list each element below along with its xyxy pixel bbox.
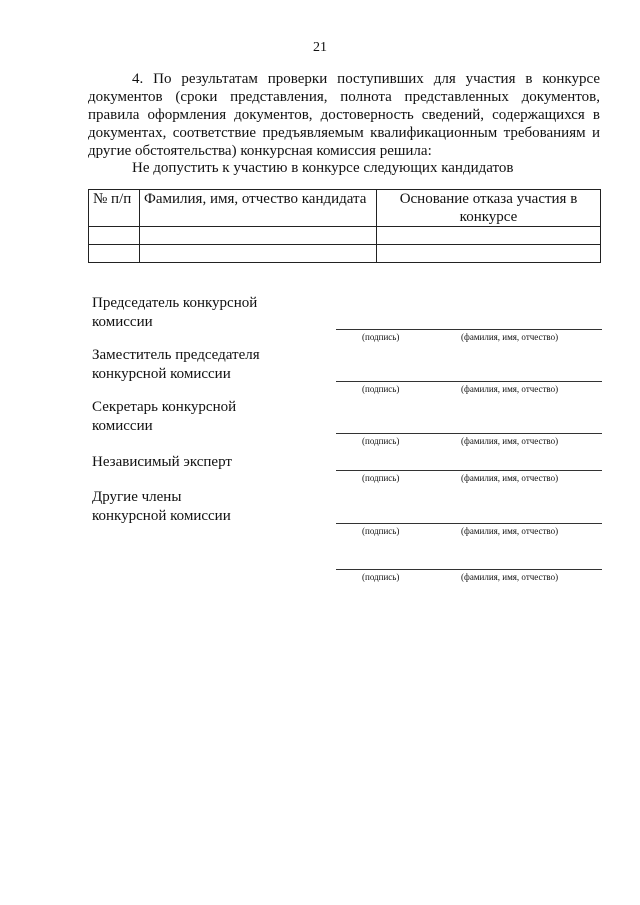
decision-paragraph: 4. По результатам проверки поступивших для участия в конкурсе документов (сроки представления, полнота представленных документов, правила оформления документов, достоверность сведений, содержащихся в документах, соответствие предъявляемым квалификационным требованиям и другие обстоятельства) конкурсная комиссия решила: [88,71,600,159]
full-name-caption: (фамилия, имя, отчество) [461,473,559,483]
header-full-name: Фамилия, имя, отчество кандидата [140,190,377,227]
full-name-caption: (фамилия, имя, отчество) [461,526,559,536]
full-name-caption: (фамилия, имя, отчество) [461,384,559,394]
header-number: № п/п [89,190,140,227]
decision-statement: Не допустить к участию в конкурсе следующих кандидатов [132,160,514,176]
signature-caption: (подпись) [362,384,400,394]
full-name-caption: (фамилия, имя, отчество) [461,332,559,342]
table-row [89,245,601,263]
signature-line-other-member-2 [336,569,602,570]
table-cell [89,245,140,263]
signature-role-secretary: Секретарь конкурсной комиссии [92,399,237,434]
signature-line-chairman [336,329,602,330]
header-refusal-reason: Основание отказа участия в конкурсе [377,190,601,227]
signature-caption: (подпись) [362,572,400,582]
table-cell [140,245,377,263]
signature-caption: (подпись) [362,436,400,446]
signature-caption: (подпись) [362,526,400,536]
full-name-caption: (фамилия, имя, отчество) [461,572,559,582]
signature-caption: (подпись) [362,332,400,342]
signature-line-independent-expert [336,470,602,471]
signature-role-deputy: Заместитель председателя конкурсной комиссии [92,347,260,382]
signature-line-other-member-1 [336,523,602,524]
table-cell [89,227,140,245]
table-row [89,227,601,245]
signature-role-other-members: Другие члены конкурсной комиссии [92,489,231,524]
signature-role-chairman: Председатель конкурсной комиссии [92,295,258,330]
page-number: 21 [313,40,327,55]
table-cell [377,245,601,263]
signature-caption: (подпись) [362,473,400,483]
candidates-table [88,189,601,263]
signature-role-independent-expert: Независимый эксперт [92,454,232,470]
table-header-row [89,190,601,227]
table-cell [140,227,377,245]
table-cell [377,227,601,245]
signature-line-secretary [336,433,602,434]
signature-line-deputy [336,381,602,382]
full-name-caption: (фамилия, имя, отчество) [461,436,559,446]
